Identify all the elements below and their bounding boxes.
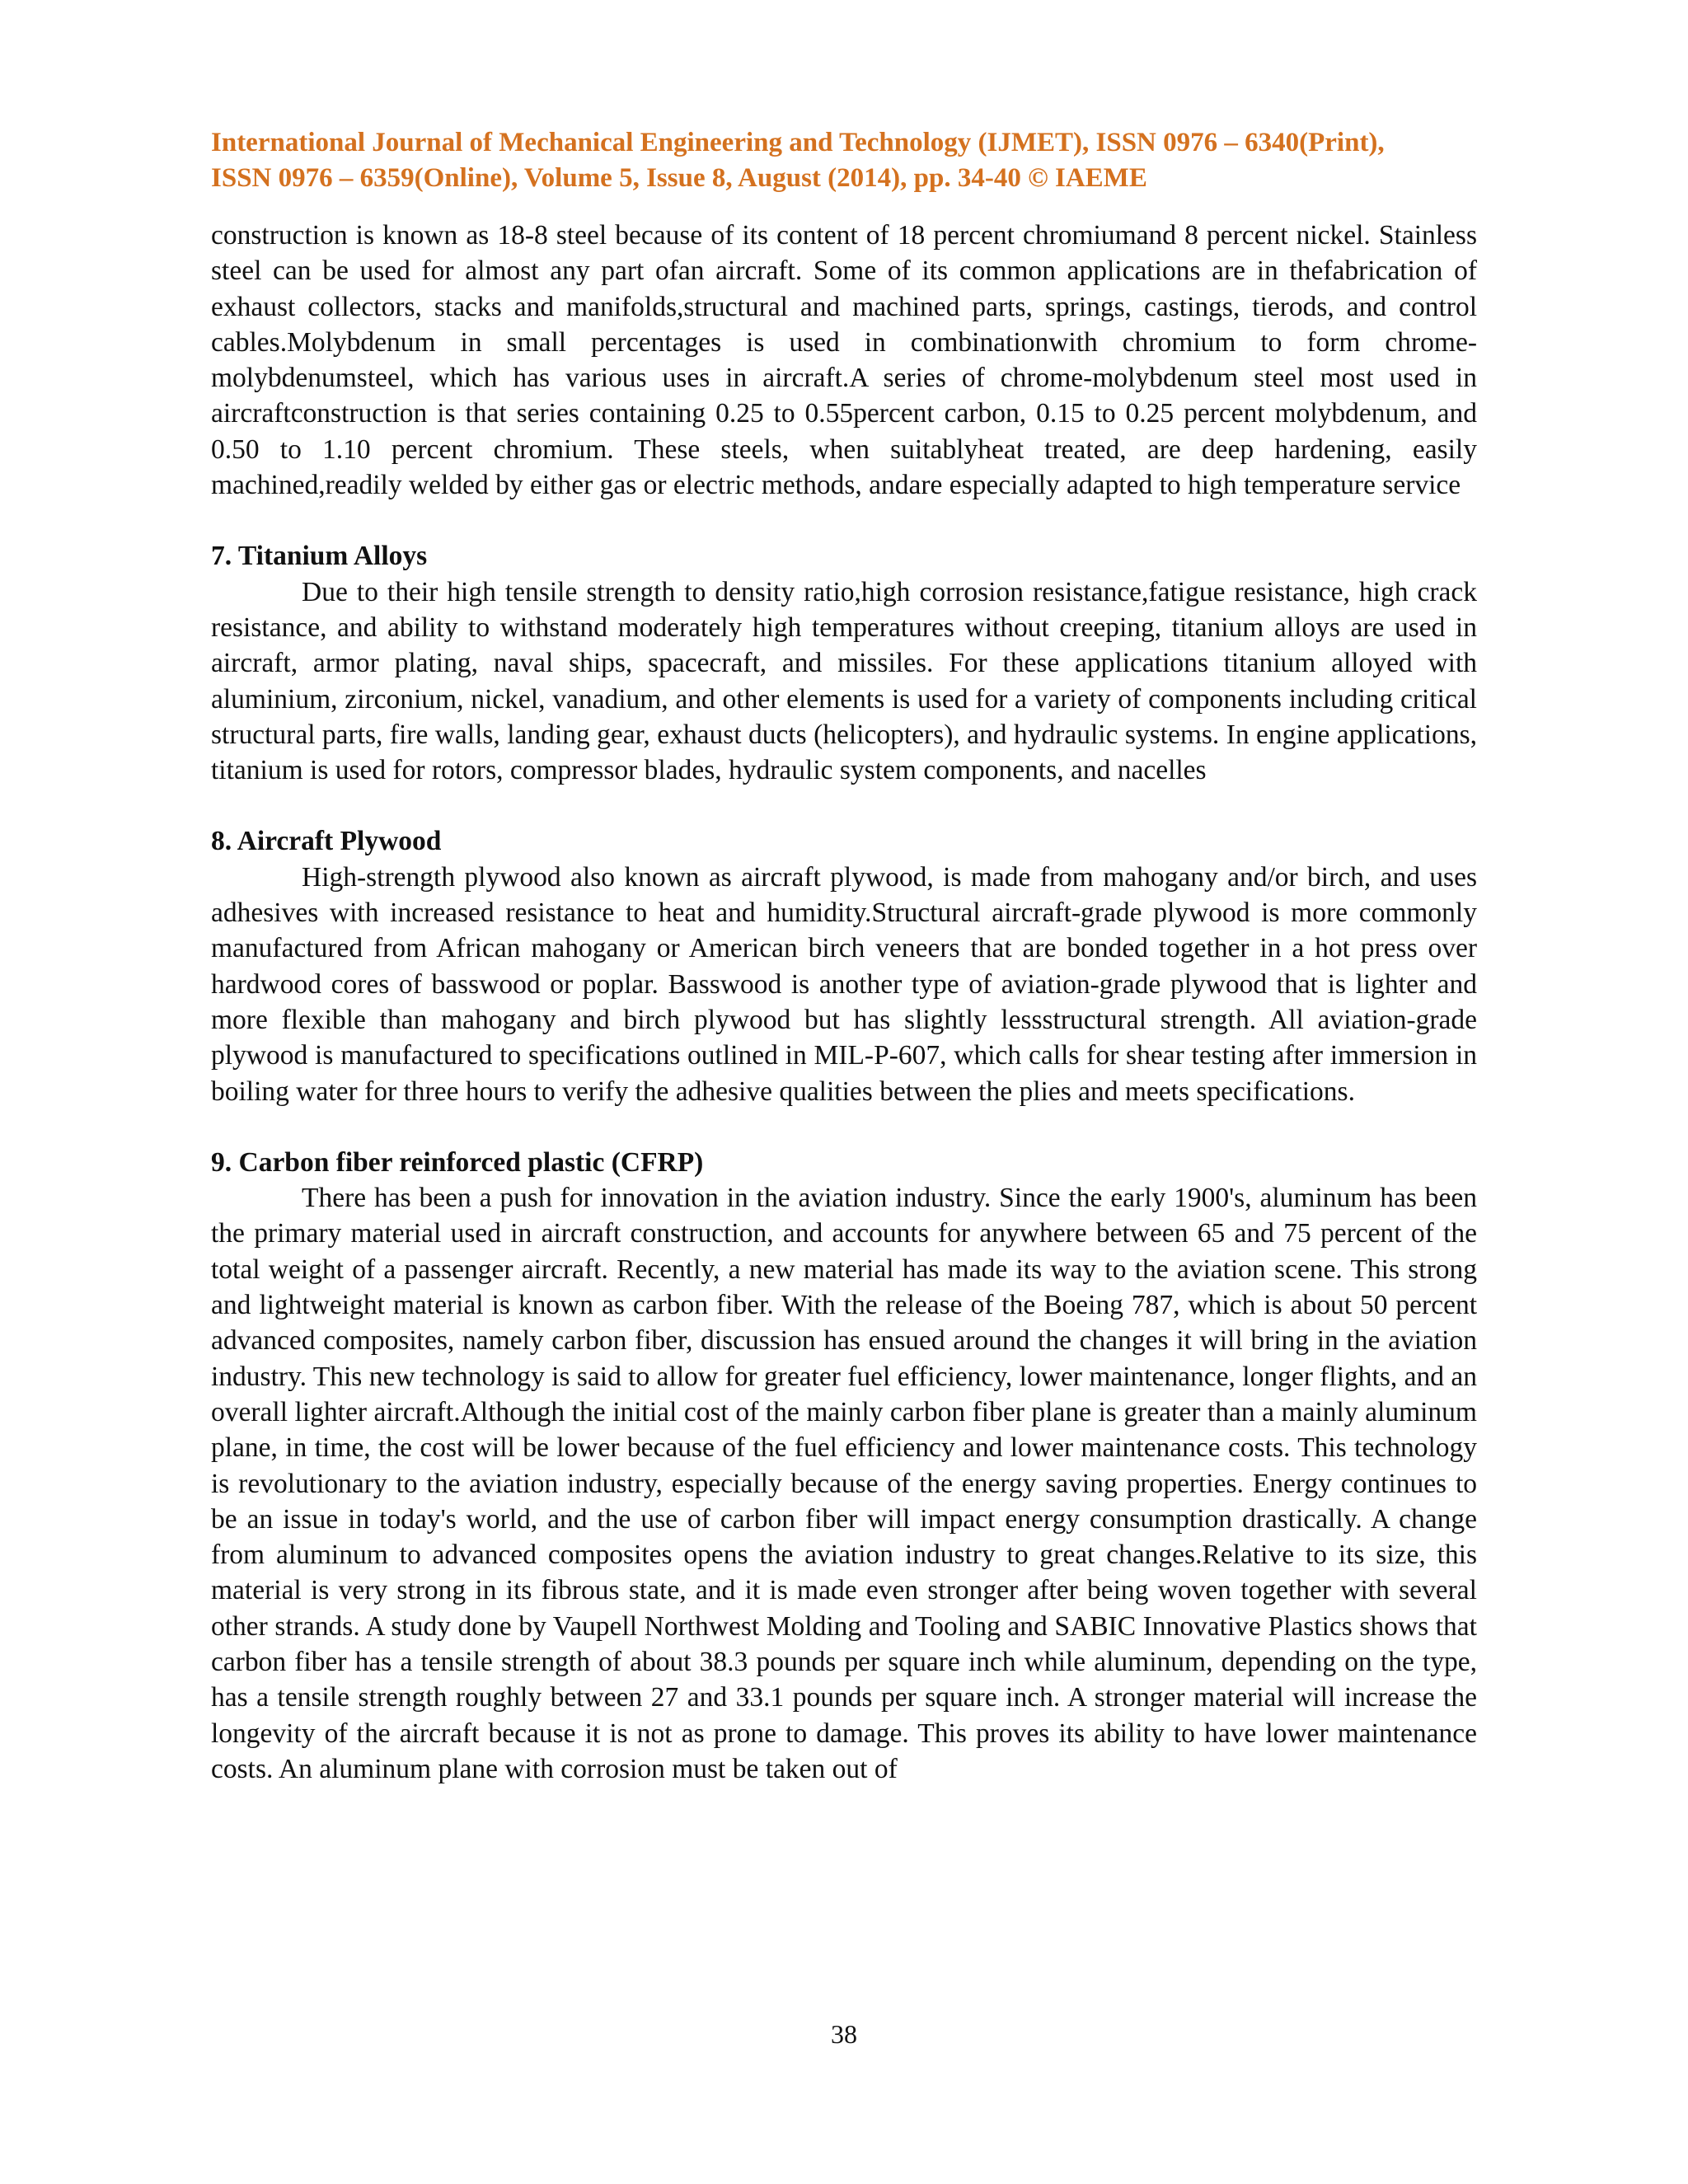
journal-header-line-1: International Journal of Mechanical Engineering and Technology (IJMET), ISSN 0976 – 6340(Print), — [211, 128, 1385, 157]
section-cfrp — [211, 1145, 1477, 1787]
page-content — [211, 125, 1477, 1787]
journal-header-line-2: ISSN 0976 – 6359(Online), Volume 5, Issue 8, August (2014), pp. 34-40 © IAEME — [211, 163, 1147, 193]
section-body: Due to their high tensile strength to density ratio,high corrosion resistance,fatigue resistance, high crack resistance, and ability to withstand moderately high temperatures without creeping, titanium alloys are used in aircraft, armor plating, naval ships, spacecraft, and missiles. For these applications titanium alloyed with aluminium, zirconium, nickel, vanadium, and other elements is used for a variety of components including critical structural parts, fire walls, landing gear, exhaust ducts (helicopters), and hydraulic systems. In engine applications, titanium is used for rotors, compressor blades, hydraulic system components, and nacelles — [211, 576, 1477, 786]
section-body: High-strength plywood also known as aircraft plywood, is made from mahogany and/or birch, and uses adhesives with increased resistance to heat and humidity.Structural aircraft-grade plywood is more commonly manufactured from African mahogany or American birch veneers that are bonded together in a hot press over hardwood cores of basswood or poplar. Basswood is another type of aviation-grade plywood that is lighter and more flexible than mahogany and birch plywood but has slightly lessstructural strength. All aviation-grade plywood is manufactured to specifications outlined in MIL-P-607, which calls for shear testing after immersion in boiling water for three hours to verify the adhesive qualities between the plies and meets specifications. — [211, 861, 1477, 1107]
section-titanium-alloys — [211, 538, 1477, 788]
section-body: There has been a push for innovation in the aviation industry. Since the early 1900's, aluminum has been the primary material used in aircraft construction, and accounts for anywhere between 65 and 75 percent of the total weight of a passenger aircraft. Recently, a new material has made its way to the aviation scene. This strong and lightweight material is known as carbon fiber. With the release of the Boeing 787, which is about 50 percent advanced composites, namely carbon fiber, discussion has ensued around the changes it will bring in the aviation industry. This new technology is said to allow for greater fuel efficiency, lower maintenance, longer flights, and an overall lighter aircraft.Although the initial cost of the mainly carbon fiber plane is greater than a mainly aluminum plane, in time, the cost will be lower because of the fuel efficiency and lower maintenance costs. This technology is revolutionary to the aviation industry, especially because of the energy saving properties. Energy continues to be an issue in today's world, and the use of carbon fiber will impact energy consumption drastically. A change from aluminum to advanced composites opens the aviation industry to great changes.Relative to its size, this material is very strong in its fibrous state, and it is made even stronger after being woven together with several other strands. A study done by Vaupell Northwest Molding and Tooling and SABIC Innovative Plastics shows that carbon fiber has a tensile strength of about 38.3 pounds per square inch while aluminum, depending on the type, has a tensile strength roughly between 27 and 33.1 pounds per square inch. A stronger material will increase the longevity of the aircraft because it is not as prone to damage. This proves its ability to have lower maintenance costs. An aluminum plane with corrosion must be taken out of — [211, 1183, 1477, 1784]
journal-header — [211, 125, 1477, 196]
section-title: 8. Aircraft Plywood — [211, 826, 442, 857]
intro-paragraph: construction is known as 18-8 steel because of its content of 18 percent chromiumand 8 percent nickel. Stainless steel can be used for almost any part ofan aircraft. Some of its common applications are in thefabrication of exhaust collectors, stacks and manifolds,structural and machined parts, springs, castings, tierods, and control cables.Molybdenum in small percentages is used in combinationwith chromium to form chrome-molybdenumsteel, which has various uses in aircraft.A series of chrome-molybdenum steel most used in aircraftconstruction is that series containing 0.25 to 0.55percent carbon, 0.15 to 0.25 percent molybdenum, and 0.50 to 1.10 percent chromium. These steels, when suitablyheat treated, are deep hardening, easily machined,readily welded by either gas or electric methods, andare especially adapted to high temperature service — [211, 220, 1477, 501]
section-aircraft-plywood — [211, 823, 1477, 1108]
section-title: 9. Carbon fiber reinforced plastic (CFRP) — [211, 1146, 704, 1178]
page-number: 38 — [831, 2019, 857, 2049]
section-title: 7. Titanium Alloys — [211, 541, 428, 572]
